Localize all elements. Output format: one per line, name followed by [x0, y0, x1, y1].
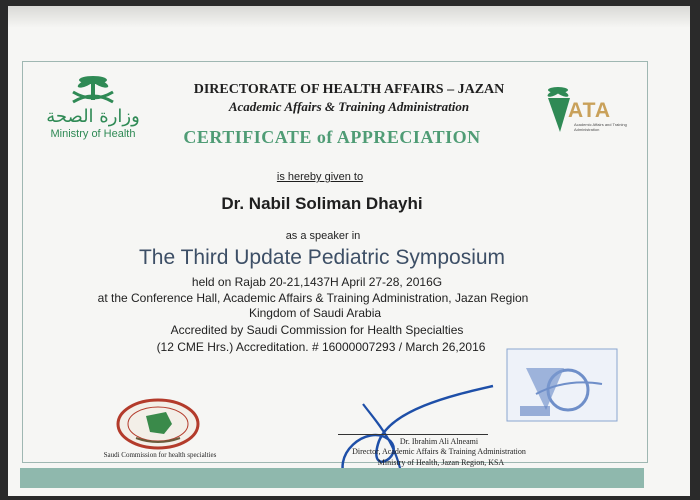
ata-stamp-icon — [506, 348, 618, 422]
moh-arabic-label: وزارة الصحة — [46, 106, 140, 127]
signatory-name: Dr. Ibrahim Ali Alneami — [399, 437, 479, 446]
cme-line: (12 CME Hrs.) Accreditation. # 16000007293 / March 26,2016 — [156, 340, 486, 354]
country-line: Kingdom of Saudi Arabia — [248, 306, 382, 320]
recipient-name: Dr. Nabil Soliman Dhayhi — [221, 194, 423, 213]
ata-wordmark: ATA — [568, 99, 612, 122]
ata-subtext: Academic Affairs and Training Administration — [574, 122, 627, 132]
venue-line: at the Conference Hall, Academic Affairs & Training Administration, Jazan Region — [97, 291, 529, 305]
certificate-sheet — [8, 6, 690, 496]
directorate-heading: DIRECTORATE OF HEALTH AFFAIRS – JAZAN — [193, 82, 505, 97]
given-to-line: is hereby given to — [276, 171, 364, 183]
administration-heading: Academic Affairs & Training Administration — [228, 99, 470, 114]
role-line: as a speaker in — [285, 230, 361, 242]
accreditation-line: Accredited by Saudi Commission for Health Specialties — [170, 323, 464, 337]
signature-line — [338, 434, 488, 435]
signatory-title: Director, Academic Affairs & Training Administration — [352, 447, 526, 456]
top-shadow — [8, 6, 690, 28]
date-line: held on Rajab 20-21,1437H April 27-28, 2016G — [191, 275, 443, 289]
moh-english-label: Ministry of Health — [50, 128, 136, 140]
signatory-org: Ministry of Health, Jazan Region, KSA — [377, 458, 505, 467]
event-title: The Third Update Pediatric Symposium — [138, 246, 506, 269]
bottom-color-band — [20, 468, 644, 488]
scfhs-caption: Saudi Commission for health specialties — [103, 451, 217, 459]
certificate-title: CERTIFICATE of APPRECIATION — [183, 127, 481, 147]
